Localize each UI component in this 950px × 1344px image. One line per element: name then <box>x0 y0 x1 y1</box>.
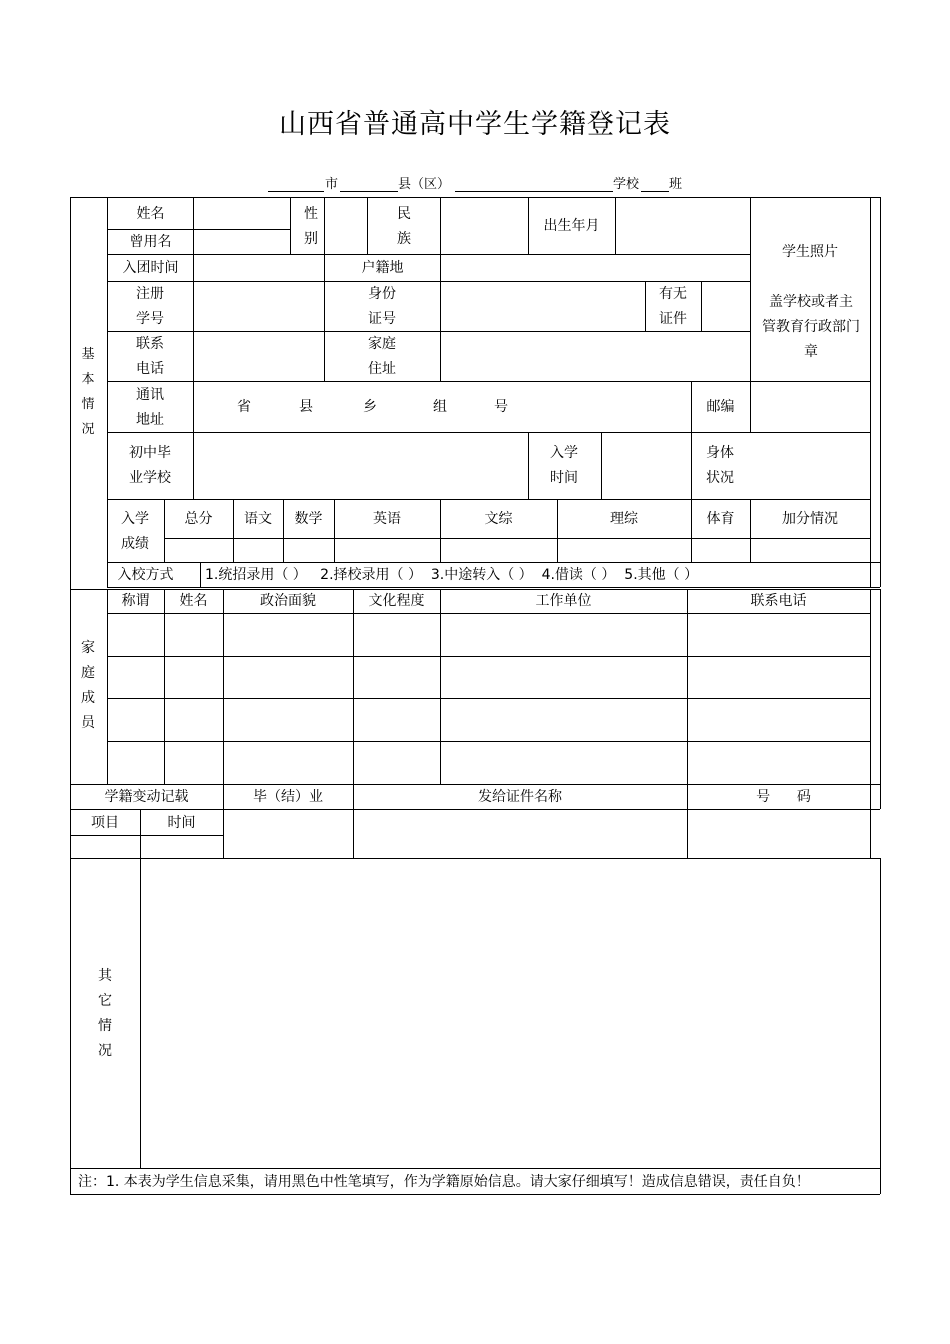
school-blank[interactable] <box>455 191 613 192</box>
grid-line <box>70 858 880 859</box>
league-date-label: 入团时间 <box>122 260 179 276</box>
ethnicity-label: 民 族 <box>397 206 411 247</box>
grid-line <box>193 229 290 230</box>
score-col-pe: 体育 <box>706 511 735 527</box>
health-label: 身体 状况 <box>706 445 734 486</box>
grid-line <box>70 197 880 198</box>
grid-line <box>193 197 194 254</box>
scores-label: 入学 成绩 <box>121 511 149 552</box>
grid-line <box>107 589 108 784</box>
score-col-chinese: 语文 <box>244 511 272 527</box>
grid-line <box>880 858 881 1194</box>
grid-line <box>164 538 870 539</box>
family-col-name: 姓名 <box>179 593 208 609</box>
grid-line <box>70 1194 880 1195</box>
family-col-politics: 政治面貌 <box>260 593 316 609</box>
basic-section-label: 基 本 情 况 <box>81 347 95 437</box>
score-col-bonus: 加分情况 <box>782 511 838 527</box>
grid-line <box>107 381 870 382</box>
former-name-label: 曾用名 <box>129 234 172 250</box>
score-col-liberal-arts: 文综 <box>484 511 513 527</box>
addr-part-county: 县 <box>299 399 313 415</box>
grid-line <box>223 589 224 784</box>
entry-method-options: 1.统招录用（ ） 2.择校录用（ ） 3.中途转入（ ） 4.借读（ ） 5.其他（ ） <box>205 567 699 583</box>
grid-line <box>107 281 750 282</box>
enroll-time-label: 入学 时间 <box>550 445 578 486</box>
grid-line <box>701 281 702 331</box>
grid-line <box>440 197 441 254</box>
graduate-label: 毕（结）业 <box>253 789 323 805</box>
junior-school-label: 初中毕 业学校 <box>129 445 171 486</box>
score-col-english: 英语 <box>373 511 401 527</box>
grid-line <box>200 562 201 587</box>
form-title: 山西省普通高中学生学籍登记表 <box>279 109 671 140</box>
cert-number-label: 号 码 <box>756 789 811 805</box>
family-col-relation: 称谓 <box>121 593 150 609</box>
addr-part-number: 号 <box>494 399 508 415</box>
addr-part-province: 省 <box>237 399 251 415</box>
grid-line <box>324 197 325 254</box>
addr-part-township: 乡 <box>363 399 377 415</box>
grid-line <box>290 197 291 254</box>
county-label: 县（区） <box>398 177 451 192</box>
has-id-label: 有无 证件 <box>659 286 687 327</box>
footnote: 注：1. 本表为学生信息采集，请用黑色中性笔填写，作为学籍原始信息。请大家仔细填写！造成信息错误，责任自负！ <box>78 1174 810 1190</box>
grid-line <box>870 197 871 587</box>
grid-line <box>193 381 194 499</box>
county-blank[interactable] <box>340 191 398 192</box>
birth-label: 出生年月 <box>543 218 600 234</box>
mail-addr-label: 通讯 地址 <box>136 387 164 428</box>
grid-line <box>193 254 194 381</box>
grid-line <box>140 858 141 1168</box>
city-label: 市 <box>325 177 339 192</box>
family-col-education: 文化程度 <box>368 593 425 609</box>
stamp-label: 盖学校或者主 管教育行政部门章 <box>762 294 860 360</box>
grid-line <box>107 331 750 332</box>
grid-line <box>750 197 751 433</box>
name-label: 姓名 <box>136 206 165 222</box>
grid-line <box>107 698 870 699</box>
grid-line <box>880 197 881 587</box>
grid-line <box>107 432 870 433</box>
family-col-phone: 联系电话 <box>750 593 807 609</box>
grid-line <box>107 499 870 500</box>
grid-line <box>70 1168 880 1169</box>
grid-line <box>107 254 750 255</box>
grid-line <box>528 432 529 499</box>
grid-line <box>687 589 688 784</box>
score-col-total: 总分 <box>184 511 213 527</box>
grid-line <box>880 562 881 587</box>
time-label: 时间 <box>167 815 196 831</box>
home-addr-label: 家庭 住址 <box>368 336 396 377</box>
id-no-label: 身份 证号 <box>368 286 396 327</box>
grid-line <box>353 589 354 784</box>
city-blank[interactable] <box>268 191 324 192</box>
class-blank[interactable] <box>641 191 669 192</box>
class-label: 班 <box>669 177 683 192</box>
grid-line <box>615 197 616 254</box>
grid-line <box>870 589 871 858</box>
hukou-label: 户籍地 <box>361 260 404 276</box>
item-label: 项目 <box>91 815 119 831</box>
grid-line <box>107 741 870 742</box>
changes-label: 学籍变动记载 <box>104 789 189 805</box>
addr-part-group: 组 <box>433 399 447 415</box>
postcode-label: 邮编 <box>706 399 735 415</box>
grid-line <box>645 281 646 331</box>
phone-label: 联系 电话 <box>136 336 164 377</box>
family-section-label: 家 庭 成 员 <box>81 640 95 731</box>
score-col-science: 理综 <box>610 511 638 527</box>
entry-method-label: 入校方式 <box>117 567 174 583</box>
gender-label: 性 别 <box>304 206 318 247</box>
school-label: 学校 <box>613 177 640 192</box>
cert-name-label: 发给证件名称 <box>478 789 562 805</box>
grid-line <box>107 656 870 657</box>
grid-line <box>601 432 602 499</box>
family-col-workplace: 工作单位 <box>535 593 592 609</box>
grid-line <box>367 197 368 254</box>
grid-line <box>70 197 71 1194</box>
photo-label: 学生照片 <box>782 244 838 260</box>
score-col-math: 数学 <box>294 511 323 527</box>
grid-line <box>880 589 881 809</box>
grid-line <box>164 589 165 784</box>
other-section-label: 其 它 情 况 <box>98 968 112 1059</box>
reg-no-label: 注册 学号 <box>136 286 164 327</box>
grid-line <box>440 589 441 784</box>
